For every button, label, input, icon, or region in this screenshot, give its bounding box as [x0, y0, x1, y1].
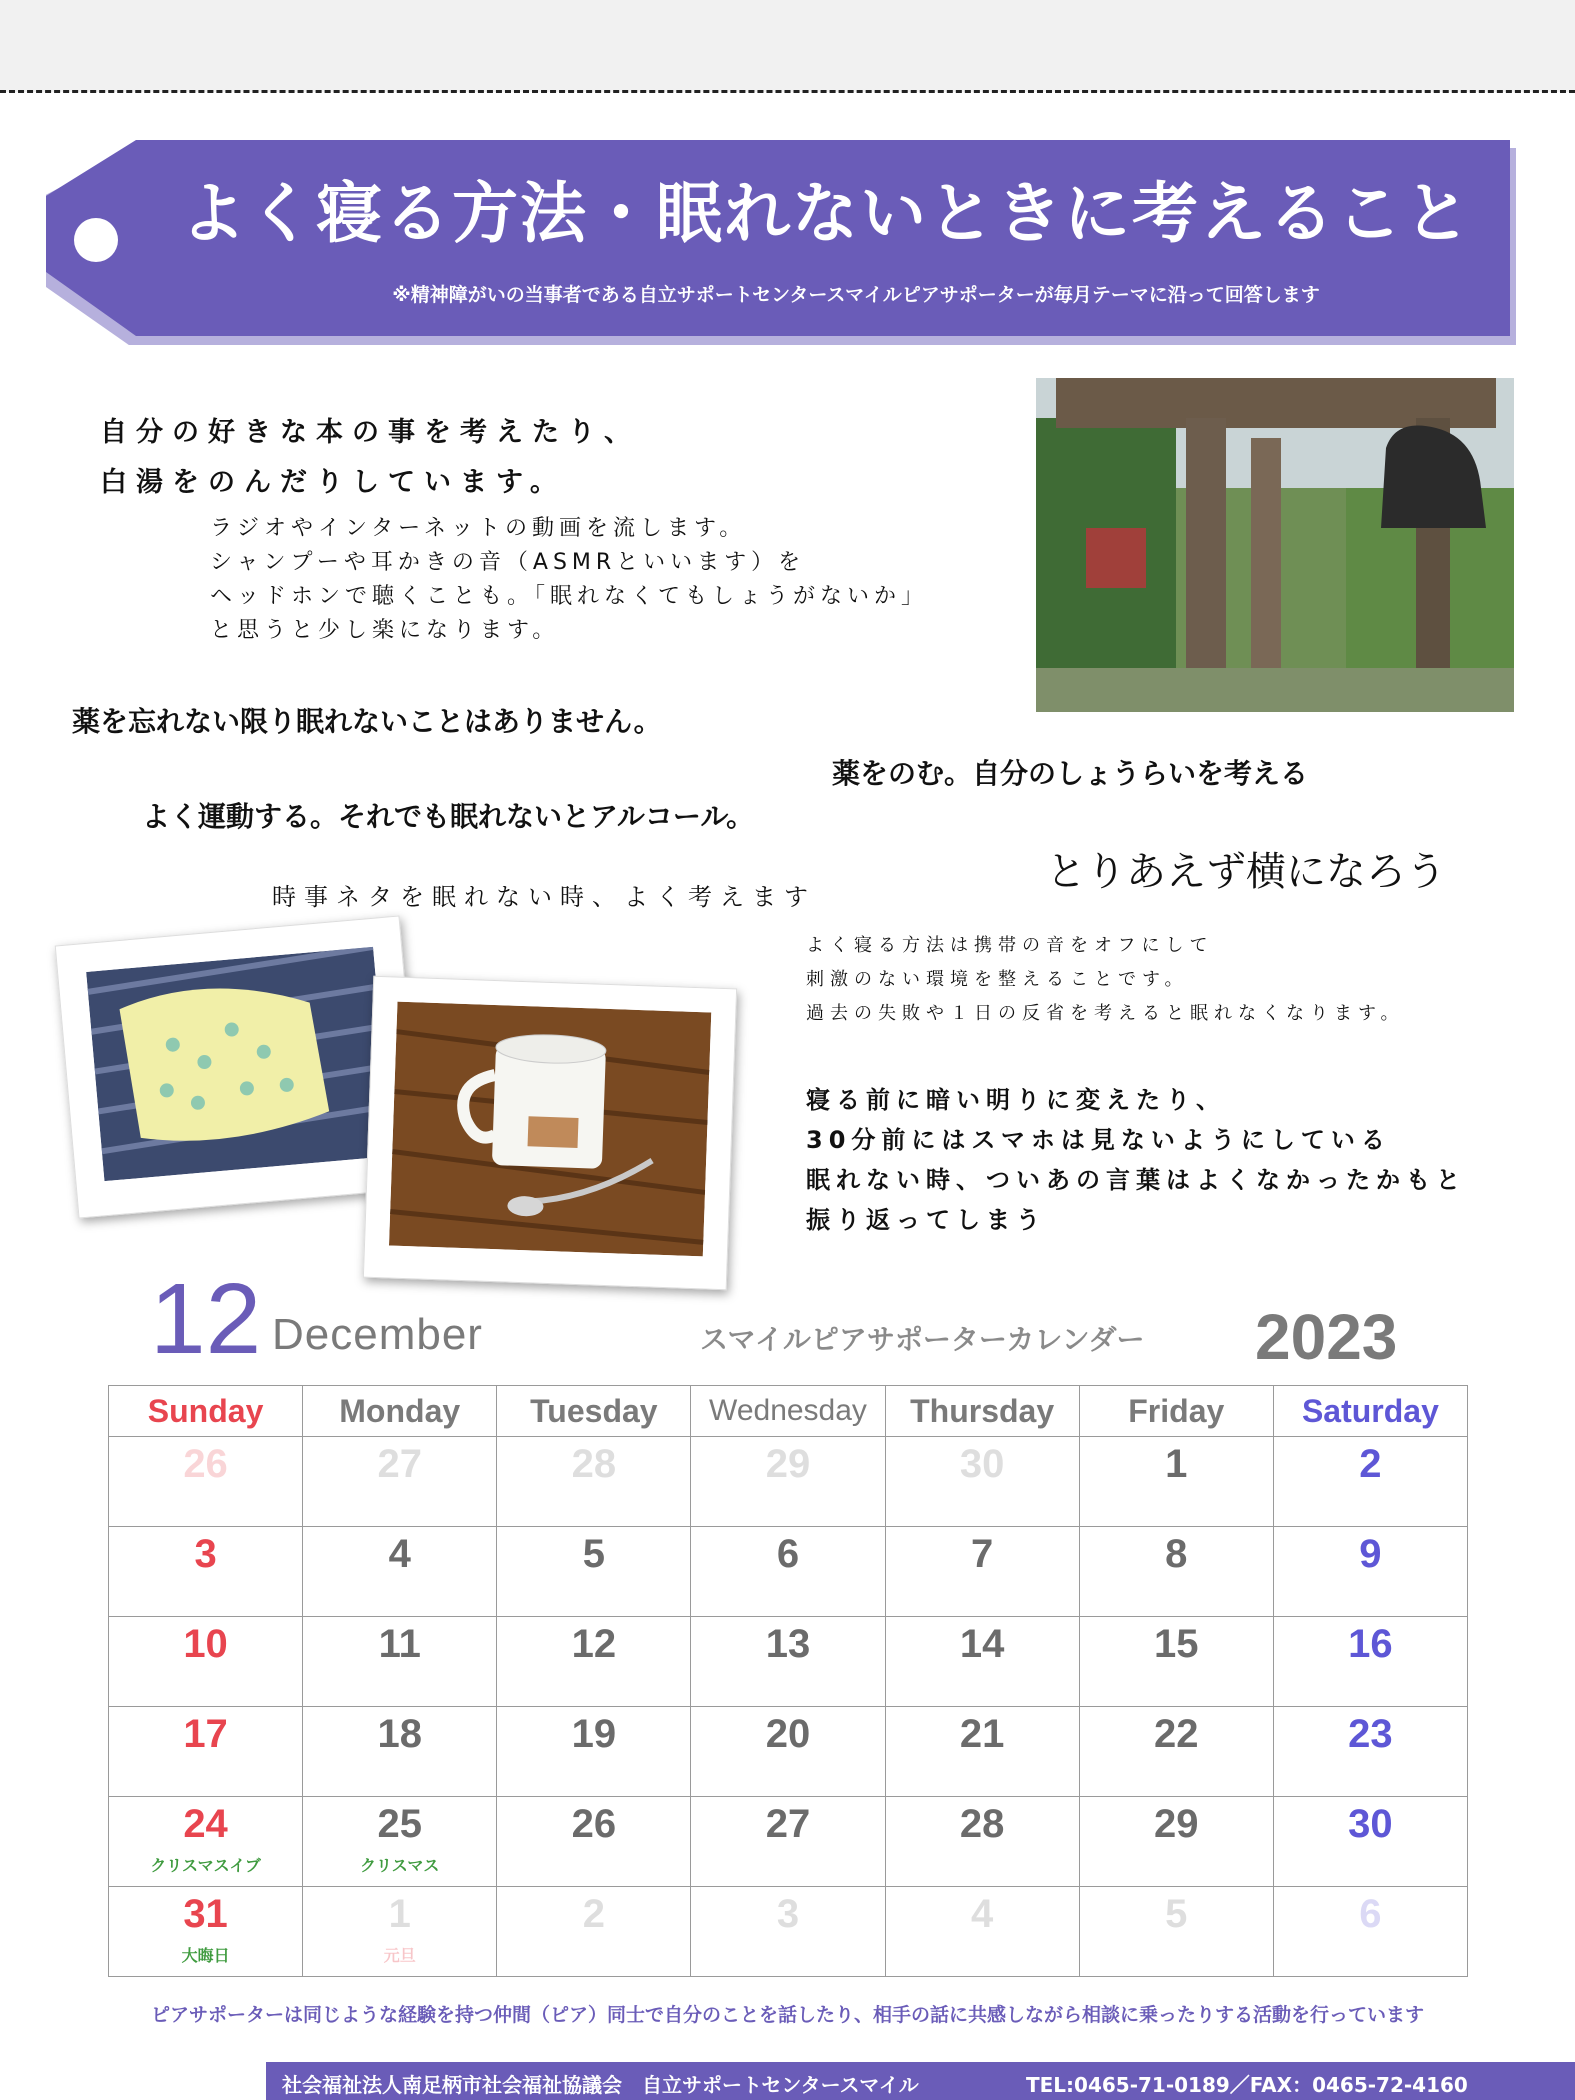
tag-hole	[74, 218, 118, 262]
calendar-day-number: 3	[194, 1532, 217, 1576]
calendar-day-number: 22	[1154, 1712, 1199, 1756]
calendar-year: 2023	[1255, 1301, 1398, 1373]
calendar-day-number: 27	[377, 1442, 422, 1486]
weekday-thursday: Thursday	[885, 1386, 1079, 1437]
mug-image	[389, 1002, 711, 1257]
calendar-day-number: 26	[183, 1442, 228, 1486]
calendar-day-cell	[1079, 1707, 1273, 1797]
calendar-day-cell	[1273, 1887, 1467, 1977]
pillow-image	[86, 947, 391, 1181]
weekday-sunday: Sunday	[109, 1386, 303, 1437]
calendar-day-number: 18	[377, 1712, 422, 1756]
answer-1-line: 白湯をのんだりしています。	[100, 467, 566, 498]
weekday-wednesday: Wednesday	[691, 1386, 885, 1437]
calendar-day-number: 2	[1359, 1442, 1382, 1486]
calendar-day-cell	[691, 1617, 885, 1707]
weekday-header-row	[109, 1386, 1468, 1437]
calendar-day-cell	[885, 1707, 1079, 1797]
calendar-day-cell	[1273, 1617, 1467, 1707]
calendar-day-number: 29	[765, 1442, 811, 1486]
calendar-week-row	[109, 1797, 1468, 1887]
calendar-day-cell	[691, 1707, 885, 1797]
calendar-day-number: 31	[183, 1892, 228, 1936]
calendar-day-number: 14	[959, 1622, 1005, 1666]
answer-4: 薬をのむ。自分のしょうらいを考える	[832, 757, 1309, 790]
calendar-day-cell	[1273, 1437, 1467, 1527]
calendar-day-cell	[885, 1887, 1079, 1977]
calendar-day-number: 28	[571, 1442, 617, 1486]
weekday-saturday: Saturday	[1273, 1386, 1467, 1437]
calendar-day-number: 5	[582, 1532, 605, 1576]
calendar-week-row	[109, 1617, 1468, 1707]
calendar-day-number: 12	[571, 1622, 617, 1666]
temple-bell-image	[1036, 378, 1514, 712]
calendar-month-number: 12	[150, 1263, 262, 1375]
calendar-day-cell	[109, 1437, 303, 1527]
calendar-day-number: 28	[959, 1802, 1005, 1846]
answer-9-line: 30分前にはスマホは見ないようにしている	[806, 1126, 1391, 1154]
calendar-day-cell	[1079, 1797, 1273, 1887]
answer-2-line: と思うと少し楽になります。	[210, 618, 560, 643]
calendar-day-cell	[497, 1617, 691, 1707]
calendar-day-cell	[303, 1437, 497, 1527]
calendar-week-row	[109, 1527, 1468, 1617]
calendar-day-cell	[1079, 1437, 1273, 1527]
answer-2-line: ラジオやインターネットの動画を流します。	[210, 516, 747, 541]
calendar-day-cell	[109, 1707, 303, 1797]
calendar-day-cell	[885, 1527, 1079, 1617]
calendar-day-cell	[691, 1437, 885, 1527]
calendar-title: スマイルピアサポーターカレンダー	[700, 1323, 1145, 1356]
calendar-day-number: 23	[1348, 1712, 1393, 1756]
calendar-day-cell	[109, 1617, 303, 1707]
calendar-day-number: 1	[388, 1892, 411, 1936]
calendar-day-number: 27	[765, 1802, 811, 1846]
answer-2-line: ヘッドホンで聴くことも。「眠れなくてもしょうがないか」	[210, 584, 929, 609]
calendar-day-number: 17	[183, 1712, 228, 1756]
calendar-week-row	[109, 1707, 1468, 1797]
answer-7: 時事ネタを眠れない時、よく考えます	[272, 883, 816, 911]
answer-5: よく運動する。それでも眠れないとアルコール。	[142, 800, 755, 833]
calendar-day-number: 30	[1348, 1802, 1393, 1846]
calendar-day-number: 16	[1348, 1622, 1393, 1666]
calendar-day-number: 15	[1154, 1622, 1199, 1666]
calendar-holiday-label: 元旦	[383, 1946, 416, 1965]
calendar-day-number: 6	[1359, 1892, 1382, 1936]
calendar-day-number: 20	[765, 1712, 811, 1756]
calendar-day-number: 11	[378, 1622, 421, 1666]
answer-1-line: 自分の好きな本の事を考えたり、	[100, 417, 640, 448]
cut-line	[0, 90, 1575, 93]
calendar-day-number: 9	[1359, 1532, 1382, 1576]
calendar-day-cell	[303, 1887, 497, 1977]
answer-2-line: シャンプーや耳かきの音（ASMRといいます）を	[210, 550, 806, 575]
calendar-day-cell	[109, 1527, 303, 1617]
calendar-day-number: 8	[1165, 1532, 1188, 1576]
top-band	[0, 0, 1575, 92]
calendar-day-number: 7	[971, 1532, 994, 1576]
calendar-holiday-label: 大晦日	[181, 1946, 230, 1965]
answer-8	[806, 929, 1405, 1031]
calendar-day-cell	[1079, 1887, 1273, 1977]
answer-9-line: 振り返ってしまう	[806, 1206, 1046, 1234]
calendar-day-cell	[303, 1707, 497, 1797]
footer-contact: TEL:0465-71-0189／FAX：0465-72-4160	[1026, 2073, 1468, 2097]
answer-1	[100, 408, 640, 508]
answer-9-line: 寝る前に暗い明りに変えたり、	[806, 1086, 1226, 1114]
calendar-day-number: 10	[183, 1622, 228, 1666]
calendar-day-cell	[303, 1617, 497, 1707]
page-subtitle: ※精神障がいの当事者である自立サポートセンタースマイルピアサポーターが毎月テーマに沿って回答します	[392, 284, 1320, 306]
calendar-month-name: December	[272, 1310, 483, 1359]
mug-photo	[363, 976, 737, 1291]
weekday-tuesday: Tuesday	[497, 1386, 691, 1437]
calendar-body	[109, 1437, 1468, 1977]
answer-2	[210, 512, 928, 648]
calendar-day-number: 19	[571, 1712, 617, 1756]
answer-9-line: 眠れない時、ついあの言葉はよくなかったかもと	[806, 1166, 1466, 1194]
weekday-monday: Monday	[303, 1386, 497, 1437]
calendar-day-number: 5	[1165, 1892, 1188, 1936]
calendar-day-cell	[497, 1797, 691, 1887]
calendar-week-row	[109, 1437, 1468, 1527]
title-tag	[46, 140, 1516, 345]
answer-8-line: 刺激のない環境を整えることです。	[806, 969, 1189, 990]
calendar-grid	[108, 1385, 1468, 1977]
calendar-day-cell	[1079, 1527, 1273, 1617]
calendar-day-cell	[1273, 1527, 1467, 1617]
answer-6: とりあえず横になろう	[1046, 849, 1446, 895]
calendar-day-number: 26	[571, 1802, 617, 1846]
calendar-day-cell	[1079, 1617, 1273, 1707]
answer-3: 薬を忘れない限り眠れないことはありません。	[72, 705, 662, 738]
footer-note: ピアサポーターは同じような経験を持つ仲間（ピア）同士で自分のことを話したり、相手の話に共感しながら相談に乗ったりする活動を行っています	[150, 2004, 1424, 2026]
weekday-friday: Friday	[1079, 1386, 1273, 1437]
calendar-holiday-label: クリスマス	[360, 1856, 440, 1875]
calendar-day-number: 13	[765, 1622, 811, 1666]
calendar-day-cell	[1273, 1797, 1467, 1887]
answer-8-line: よく寝る方法は携帯の音をオフにして	[806, 935, 1214, 956]
calendar-day-cell	[303, 1527, 497, 1617]
calendar-day-number: 24	[183, 1802, 228, 1846]
calendar-day-cell	[497, 1887, 691, 1977]
calendar-day-number: 1	[1165, 1442, 1188, 1486]
calendar-day-cell	[691, 1527, 885, 1617]
calendar-day-number: 4	[971, 1892, 994, 1936]
answer-9	[806, 1080, 1466, 1240]
calendar-day-number: 4	[388, 1532, 411, 1576]
footer-org: 社会福祉法人南足柄市社会福祉協議会 自立サポートセンタースマイル	[282, 2073, 919, 2097]
calendar-day-cell	[497, 1707, 691, 1797]
answer-8-line: 過去の失敗や１日の反省を考えると眠れなくなります。	[806, 1003, 1405, 1024]
calendar-day-cell	[497, 1527, 691, 1617]
calendar-day-cell	[885, 1617, 1079, 1707]
calendar-day-cell	[1273, 1707, 1467, 1797]
calendar-day-number: 29	[1154, 1802, 1199, 1846]
calendar-holiday-label: クリスマスイブ	[150, 1856, 261, 1875]
temple-bell-photo	[1036, 378, 1514, 712]
calendar-day-number: 21	[959, 1712, 1005, 1756]
calendar-day-cell	[691, 1797, 885, 1887]
page-title: よく寝る方法・眠れないときに考えること	[180, 175, 1472, 252]
calendar-day-cell	[885, 1797, 1079, 1887]
calendar-day-cell	[885, 1437, 1079, 1527]
calendar-day-number: 3	[776, 1892, 800, 1936]
calendar-day-cell	[691, 1887, 885, 1977]
calendar-day-number: 2	[582, 1892, 605, 1936]
calendar-day-cell	[303, 1797, 497, 1887]
calendar-day-cell	[109, 1887, 303, 1977]
calendar-day-number: 6	[776, 1532, 800, 1576]
calendar-week-row	[109, 1887, 1468, 1977]
calendar-day-number: 25	[377, 1802, 422, 1846]
calendar-day-number: 30	[959, 1442, 1005, 1486]
footer-band	[266, 2062, 1575, 2100]
calendar-day-cell	[497, 1437, 691, 1527]
calendar-day-cell	[109, 1797, 303, 1887]
